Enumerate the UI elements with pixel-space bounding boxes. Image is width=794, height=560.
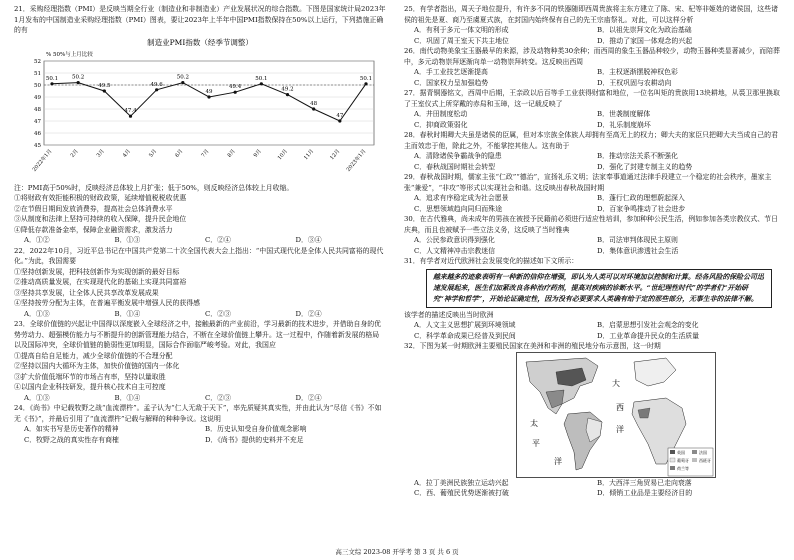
legend-item-4: 西班牙	[699, 457, 711, 463]
q24-options-row1	[14, 424, 386, 435]
q22-option-a: A．①③	[24, 309, 50, 318]
q23-item-2: ②坚持以国内大循环为主体，加快价值链的国内一体化	[14, 362, 180, 370]
map-label-ocean4: 太	[530, 418, 538, 428]
q26-option-a: A．手工业技艺逐渐提高	[414, 68, 488, 76]
q26-options-row2	[404, 78, 780, 89]
q25-options-row1	[404, 25, 780, 36]
q22-option-b: B．①④	[114, 309, 141, 318]
q32-options-row2	[404, 488, 780, 499]
pmi-data-label: 48	[310, 100, 318, 107]
q32-option-d: D．倾销工业品是主要经济目的	[597, 489, 693, 497]
q22-item-2: ②推动高质量发展，在实现现代化的基础上实现共同富裕	[14, 278, 187, 286]
x-tick-label: 7月	[200, 147, 211, 159]
q23-option-b: B．①④	[114, 393, 141, 402]
x-tick-label: 6月	[174, 147, 185, 159]
pmi-data-label: 50.2	[72, 74, 85, 81]
x-tick-label: 9月	[252, 147, 263, 159]
pmi-data-point	[312, 107, 315, 110]
q31-option-d: D．工业革命提升民众的生活质量	[597, 331, 699, 340]
q24-stem: 24．《尚书》中记载牧野之战“血流漂杵”。孟子认为“仁人无敌于天下”，率先质疑其真实性，并由此认为“尽信《书》不如无《书》”，并最后引用了“血流漂杵”记载与解释的种种争议。这说明	[14, 404, 382, 423]
q24-options-row2	[14, 435, 386, 446]
pmi-data-label: 47.4	[124, 107, 137, 114]
pmi-data-point	[181, 81, 184, 84]
q31-options-row1	[404, 320, 780, 331]
pmi-data-label: 49.5	[98, 82, 111, 89]
pmi-data-point	[260, 82, 263, 85]
pmi-data-label: 49	[205, 88, 213, 95]
pmi-data-point	[207, 95, 210, 98]
q27-options-row1	[404, 109, 780, 120]
q28-options-row2	[404, 162, 780, 173]
q25-option-d: D．推动了家国一体观念的兴起	[597, 36, 693, 45]
q25-option-a: A．有利于多元一体文明的形成	[414, 26, 509, 34]
y-tick-label: 52	[34, 58, 41, 65]
legend-item-3: 葡萄牙	[677, 457, 689, 463]
q24-option-c: C．牧野之战的真实性存有商榷	[24, 435, 119, 444]
q29-option-c: C．思想领域趋向同归而殊途	[414, 204, 502, 213]
q21-option-d: D．③④	[295, 236, 322, 244]
q21-stem: 21．采购经理指数（PMI）是反映当期全行业（制造业和非制造业）产业发展状况的综合指数。下图是国家统计局2023年1月发布的中国制造业采购经理指数（PMI）图表，要让2023年上半年中国PMI指数保持在50%以上运行，下列措施正确的有	[14, 5, 386, 34]
pmi-data-point	[364, 82, 367, 85]
q26-option-b: B．主权逐渐摆脱神权色彩	[597, 68, 678, 76]
q21-options	[14, 235, 386, 246]
q29-option-a: A．追求有序稳定成为社会愿景	[414, 194, 509, 202]
q31-quote-box: 越来越多的迹象表明有一种新的信仰在增强，即认为人类可以对环境加以控制和计算。经各风险的保险公司迅速发展起来，医生们加紧改良各种治疗药剂，提高对疾病的诊断水平。“世纪理性时代”的学者们“开始研究“神学和哲学”，开始论证确定性，因为没有必要要求人类确有给于定的那些部分，无事生非的法律不解。	[426, 269, 772, 308]
q32-option-a: A．拉丁美洲民族独立运动兴起	[414, 478, 509, 487]
q30-option-b: B．司法审判体现民主原则	[597, 236, 678, 244]
y-tick-label: 46	[34, 130, 41, 137]
q29-options-row1	[404, 193, 780, 204]
q22-option-c: C．②③	[205, 309, 231, 318]
q27-options-row2	[404, 120, 780, 131]
q23-item-1: ①提高自给自足能力，减少全球价值链的不合理分配	[14, 351, 173, 360]
chart-title: 制造业PMI指数（经季节调整）	[147, 37, 253, 47]
q23-item-4: ④以国内企业科技研发，提升核心技术自主可控度	[14, 383, 166, 391]
pmi-data-label: 49.2	[281, 86, 294, 93]
q28-stem: 28．春秋时期卿大夫虽是诸侯的臣属，但对本宗族全体族人却拥有至高无上的权力；卿大夫的家臣只把卿大夫当成自己的君主而效忠于他，除此之外，不能掌控其他人。这有助于	[404, 131, 778, 150]
q21-option-b: B．①③	[114, 236, 141, 244]
map-label-ocean3: 洋	[616, 424, 624, 434]
pmi-data-label: 50.1	[45, 75, 59, 82]
q28-option-d: D．强化了封建专制主义的趋势	[597, 162, 693, 171]
q26-options-row1	[404, 67, 780, 78]
q27-stem: 27．据青铜器铭文，西周中后期，王亲政以后百等手工业获得财富和地位，一位名叫矩的贵族用13块耕地，从裘卫那里换取了王室仪式上所穿戴的赤舄和玉璋，这一记载反映了	[404, 89, 780, 108]
q29-option-b: B．蓬行仁政的理想蔚起深入	[597, 194, 685, 202]
pmi-data-point	[77, 81, 80, 84]
q29-stem: 29．春秋战国时期，儒家主张“仁政”“德治”，宣扬礼乐文明；法家奉事道通过法律手段建立一个稳定的社会秩序，墨家主张“兼爱”，“非攻”等形式以实现社会和谐。这反映出春秋战国时期	[404, 173, 772, 192]
x-tick-label: 2022年1月	[31, 147, 54, 173]
q30-options-row2	[404, 246, 780, 257]
y-tick-label: 51	[34, 70, 41, 77]
map-label-ocean1: 大	[612, 378, 620, 388]
chart-plot-frame	[44, 61, 374, 145]
q21-item-4: ④降低存款准备金率，保障企业融资需求，激发活力	[14, 225, 173, 234]
q28-option-b: B．推动宗法关系不断强化	[597, 152, 678, 160]
q28-option-c: C．春秋战国时期社会转型	[414, 162, 496, 171]
pmi-data-label: 50.1	[359, 75, 373, 82]
q31-options-row2	[404, 331, 780, 342]
q28-option-a: A．清除诸侯争霸战争的隐患	[414, 152, 502, 160]
pmi-data-point	[155, 88, 158, 91]
page-footer: 高三文综 2023-08 开学考 第 3 页 共 6 页	[335, 548, 459, 556]
q23-option-c: C．②③	[205, 393, 231, 402]
q21-item-2: ②在节假日期间发放消费券，提高社会总体消费水平	[14, 204, 173, 213]
q23-item-3: ③扩大价值低端环节的市场占有率，坚持以量取胜	[14, 372, 166, 381]
pmi-data-label: 47	[336, 112, 344, 119]
pmi-data-point	[103, 89, 106, 92]
q27-option-a: A．井田制度松动	[414, 110, 468, 118]
q21-item-3: ③从制度和法律上坚持可持续的收入保障，提升民企地位	[14, 215, 187, 223]
y-tick-label: 49	[34, 94, 41, 101]
pmi-data-label: 50.2	[176, 74, 189, 81]
q21-item-1: ①将财政有效拒能积极的财政政策，延续增值税税收优惠	[14, 194, 187, 202]
pmi-data-label: 49.6	[150, 81, 163, 88]
q27-option-b: B．世袭制度解体	[597, 110, 651, 118]
q30-option-c: C．人文精神冲击宗教迷信	[414, 246, 496, 255]
q30-stem: 30．在古代雅典，尚未成年的男孩在被授予民籍前必须进行适应性培训，参加种种公民生活，例如参加各类宗教仪式、节日庆典，而且也被赋予一些立法义务，这反映了当时雅典	[404, 215, 778, 234]
map-legend	[668, 448, 713, 476]
q29-options-row2	[404, 204, 780, 215]
q24-option-a: A．如实书写是历史著作的精神	[24, 425, 119, 433]
q23-option-d: D．②④	[295, 393, 322, 402]
q21-option-c: C．②④	[205, 236, 231, 244]
q23-options	[14, 393, 386, 404]
pmi-data-point	[129, 114, 132, 117]
q24-option-b: B．历史认知受自身价值观念影响	[205, 425, 307, 433]
q31-option-c: C．科学革命成果已经普及到民间	[414, 331, 516, 340]
x-tick-label: 10月	[276, 147, 290, 161]
q31-option-a: A．人文主义思想扩展到环境领域	[414, 321, 516, 329]
q21-option-a: A．①②	[24, 236, 50, 244]
y-tick-label: 48	[34, 106, 41, 113]
q22-stem: 22．2022年10月，习近平总书记在中国共产党第二十次全国代表大会上指出：“中国式现代化是全体人民共同富裕的现代化。”为此，我国需要	[14, 246, 384, 265]
legend-item-2: 法国	[699, 449, 707, 455]
q32-option-c: C．西、葡殖民优势逐渐被打破	[414, 489, 509, 497]
q23-stem: 23．全球价值链的兴起让中国得以深度嵌入全球经济之中，接触最新的产业前沿，学习最新的技术进步，并借助自身的优势劳动力、超强模仿能力与不断提升的创新管理能力结合，不断在全球价值链上攀升。这一过程中，作随着新发展的格局以及国际冲突，全球价值链的脆弱性更加明显，国际合作面临严峻考验。对此，我国应	[14, 320, 382, 349]
x-tick-label: 4月	[121, 147, 133, 159]
q21-note: 注：PMI高于50%时，反映经济总体较上月扩张；低于50%，则反映经济总体较上月收缩。	[14, 183, 294, 192]
q30-options-row1	[404, 235, 780, 246]
pmi-data-point	[286, 93, 289, 96]
left-column	[14, 4, 386, 445]
y-tick-label: 45	[34, 142, 41, 149]
q27-option-d: D．礼乐制度崩坏	[597, 120, 651, 129]
pmi-chart-svg	[14, 37, 386, 183]
q31-stem2: 该学者的描述反映出当时欧洲	[404, 310, 494, 319]
pmi-data-point	[50, 82, 53, 85]
legend-item-5: 荷兰等	[677, 465, 689, 471]
pmi-chart	[14, 37, 386, 183]
q23-option-a: A．①③	[24, 393, 50, 402]
pmi-data-point	[338, 119, 341, 122]
colonial-map	[516, 352, 716, 478]
q26-option-d: D．王权巩固与农耕动向	[597, 78, 672, 87]
q22-item-1: ①坚持创新发展，把科技创新作为实现创新的最好目标	[14, 267, 180, 276]
pmi-data-point	[234, 90, 237, 93]
q25-options-row2	[404, 36, 780, 47]
q30-option-a: A．公民参政意识得到强化	[414, 236, 495, 244]
q25-option-b: B．以祖先崇拜文化为政治基础	[597, 26, 692, 34]
q32-option-b: B．大西洋三角贸易已走向衰落	[597, 478, 692, 487]
q29-option-d: D．百家争鸣推动了社会进步	[597, 204, 686, 213]
x-tick-label: 2023年1月	[345, 147, 368, 173]
x-tick-label: 5月	[148, 147, 159, 159]
map-label-ocean6: 洋	[554, 456, 562, 466]
q32-options-row1	[404, 478, 780, 489]
chart-legend: % 50%与上月比较	[46, 51, 93, 58]
pmi-data-label: 49.4	[229, 83, 242, 90]
y-tick-label: 50	[34, 82, 41, 89]
q22-option-d: D．②④	[295, 309, 322, 318]
q28-options-row1	[404, 151, 780, 162]
q26-stem: 26．南代动物美象宝玉器最早的来源，涉及动物种类30余种；而西周的象生玉器品种较少，动物玉器种类显著减少，而陪葬中，多元动物崇拜逐渐向单一动物崇拜转变。这反映出西周	[404, 47, 780, 66]
y-tick-label: 47	[34, 118, 41, 125]
q24-option-d: D．《尚书》提供的史料并不充足	[205, 435, 304, 444]
x-tick-label: 2月	[69, 147, 80, 159]
x-tick-label: 8月	[226, 147, 237, 159]
colonial-map-svg	[516, 352, 716, 478]
q26-option-c: C．国家权力呈加强趋势	[414, 78, 489, 87]
right-column	[404, 4, 780, 499]
q31-option-b: B．启蒙思想引发社会观念的变化	[597, 321, 699, 329]
legend-item-1: 英国	[677, 449, 685, 455]
q25-option-c: C．巩固了周王室天下共主地位	[414, 36, 509, 45]
x-tick-label: 11月	[303, 147, 316, 161]
map-label-ocean5: 平	[532, 438, 540, 448]
q27-option-c: C．抑商政策弱化	[414, 120, 468, 129]
q32-stem: 32．下图为某一时期欧洲主要殖民国家在美洲和非洲的殖民地分布示意图，这一时期	[404, 342, 661, 350]
q22-options	[14, 309, 386, 320]
map-label-ocean2: 西	[616, 402, 624, 412]
q22-item-4: ④坚持按劳分配为主体，在普遍平衡发展中增强人民的获得感	[14, 299, 201, 307]
q30-option-d: D．集体意识渗透社会生活	[597, 246, 679, 255]
pmi-data-label: 50.1	[255, 75, 268, 82]
q25-stem: 25．有学者指出，周天子地位提升，有许多不同的铁器随即西周贵族将主东方建立了陈、宋、杞等非姬姓的诸侯国，这些诸侯的祖先是夏、商乃至虞夏式族，在封国内始终保有自己的先王宗庙祭礼。对此，可以这样分析	[404, 5, 778, 24]
x-tick-label: 3月	[95, 147, 106, 159]
q31-stem: 31．有学者对近代欧洲社会发展变化的描述如下文所示：	[404, 257, 579, 265]
q22-item-3: ③坚持共享发展，让全体人民共享改革发展成果	[14, 288, 159, 297]
x-tick-label: 12月	[329, 147, 342, 161]
